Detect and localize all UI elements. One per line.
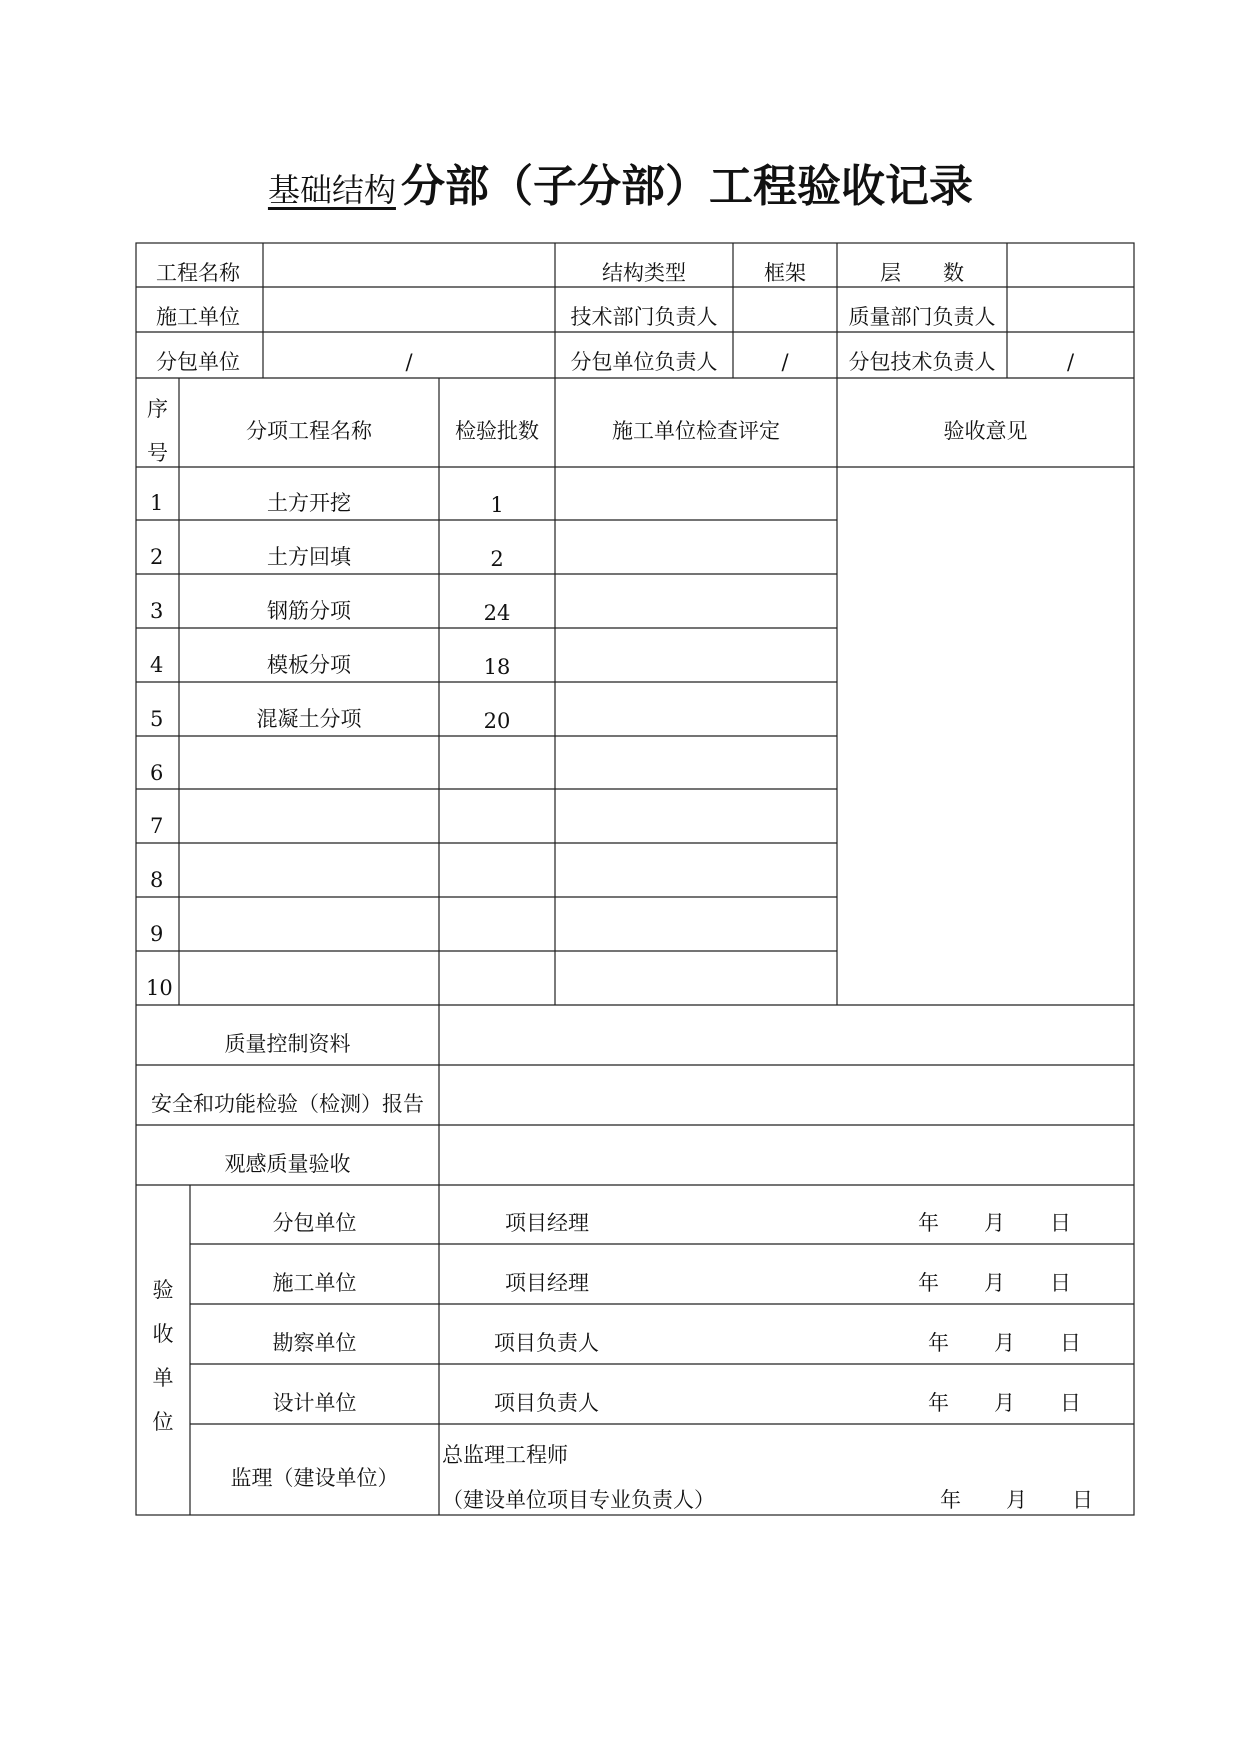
- month-label: 月: [994, 1391, 1015, 1415]
- day-label: 日: [1072, 1488, 1093, 1512]
- item-batches: 1: [490, 493, 504, 517]
- day-label: 日: [1050, 1211, 1071, 1235]
- acceptance-role: 项目负责人: [494, 1331, 599, 1355]
- quality-head-label: 质量部门负责人: [848, 305, 996, 329]
- item-no: 8: [150, 868, 164, 892]
- year-label: 年: [928, 1331, 949, 1355]
- tech-head-label: 技术部门负责人: [570, 305, 718, 329]
- item-name: 土方开挖: [267, 491, 351, 515]
- subcontractor-label: 分包单位: [156, 350, 240, 374]
- month-label: 月: [984, 1211, 1005, 1235]
- title-main: 分部（子分部）工程验收记录: [401, 161, 974, 212]
- item-no: 7: [150, 814, 164, 838]
- sub-head-label: 分包单位负责人: [570, 350, 718, 374]
- acceptance-group-char: 验: [152, 1278, 174, 1302]
- item-no: 9: [150, 922, 164, 946]
- item-no: 4: [150, 653, 164, 677]
- item-batches: 18: [483, 655, 511, 679]
- sub-head-value: /: [781, 350, 789, 374]
- acceptance-group-char: 单: [152, 1366, 174, 1390]
- month-label: 月: [994, 1331, 1015, 1355]
- supervision-role-line2: （建设单位项目专业负责人）: [442, 1488, 715, 1512]
- supervision-unit: 监理（建设单位）: [230, 1466, 399, 1490]
- day-label: 日: [1060, 1391, 1081, 1415]
- year-label: 年: [940, 1488, 961, 1512]
- item-batches: 2: [490, 547, 504, 571]
- self-check-header: 施工单位检查评定: [612, 419, 780, 443]
- item-name: 模板分项: [267, 653, 351, 677]
- item-no: 2: [150, 545, 164, 569]
- seq-header-bottom: 号: [147, 441, 168, 465]
- item-batches: 20: [483, 709, 511, 733]
- structure-type-label: 结构类型: [602, 261, 686, 285]
- item-name: 钢筋分项: [267, 599, 351, 623]
- item-no: 6: [150, 761, 164, 785]
- sub-tech-head-label: 分包技术负责人: [848, 350, 996, 374]
- year-label: 年: [918, 1271, 939, 1295]
- item-name-header: 分项工程名称: [246, 419, 372, 443]
- project-name-label: 工程名称: [156, 261, 240, 285]
- acceptance-role: 项目经理: [505, 1271, 589, 1295]
- batches-header: 检验批数: [455, 419, 539, 443]
- sub-tech-head-value: /: [1066, 350, 1075, 374]
- acceptance-unit: 分包单位: [272, 1211, 357, 1235]
- contractor-label: 施工单位: [156, 305, 240, 329]
- floors-label: 层 数: [880, 261, 964, 285]
- structure-type-value: 框架: [764, 261, 806, 285]
- month-label: 月: [984, 1271, 1005, 1295]
- safety-function-report-label: 安全和功能检验（检测）报告: [151, 1092, 424, 1116]
- seq-header-top: 序: [147, 397, 168, 421]
- opinion-header: 验收意见: [943, 419, 1028, 443]
- acceptance-role: 项目负责人: [494, 1391, 599, 1415]
- day-label: 日: [1050, 1271, 1071, 1295]
- acceptance-unit: 施工单位: [272, 1271, 357, 1295]
- item-name: 土方回填: [267, 545, 351, 569]
- acceptance-role: 项目经理: [505, 1211, 589, 1235]
- acceptance-group-char: 收: [152, 1322, 174, 1346]
- year-label: 年: [918, 1211, 939, 1235]
- subcontractor-value: /: [405, 350, 413, 374]
- item-no: 5: [150, 707, 164, 731]
- appearance-quality-label: 观感质量验收: [224, 1152, 351, 1176]
- item-no: 1: [150, 491, 164, 515]
- year-label: 年: [928, 1391, 949, 1415]
- acceptance-unit: 设计单位: [272, 1391, 357, 1415]
- title-subdivision: 基础结构: [267, 171, 396, 209]
- day-label: 日: [1060, 1331, 1081, 1355]
- item-batches: 24: [483, 601, 511, 625]
- acceptance-unit: 勘察单位: [272, 1331, 357, 1355]
- quality-control-docs-label: 质量控制资料: [224, 1032, 351, 1056]
- item-name: 混凝土分项: [256, 707, 362, 731]
- item-no: 10: [146, 976, 173, 1000]
- supervision-role-line1: 总监理工程师: [442, 1443, 568, 1467]
- item-no: 3: [150, 599, 164, 623]
- acceptance-group-char: 位: [152, 1410, 174, 1434]
- month-label: 月: [1006, 1488, 1027, 1512]
